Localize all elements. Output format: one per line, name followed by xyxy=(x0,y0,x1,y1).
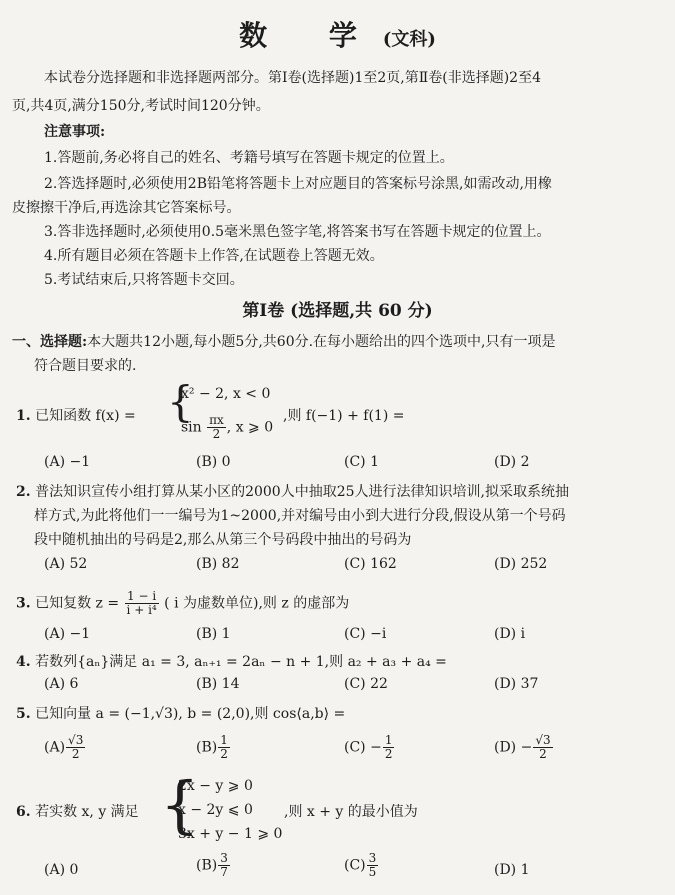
q5-option-a xyxy=(44,734,86,761)
q1-number: 1. xyxy=(16,408,31,424)
q1-frac-den: 2 xyxy=(212,427,221,441)
q6-option-a: (A) 0 xyxy=(44,862,79,878)
q5-b-den: 2 xyxy=(220,747,228,761)
q5-c-num: 1 xyxy=(384,733,393,747)
q2-line-2: 样方式,为此将他们一一编号为1~2000,并对编号由小到大进行分段,假设从第一个号码 xyxy=(34,508,566,524)
q1-stem xyxy=(16,406,136,426)
q5-stem xyxy=(16,704,345,724)
q5-b-num: 1 xyxy=(220,733,228,747)
q4-option-c: (C) 22 xyxy=(344,676,388,692)
q6-constraint-2: x − 2y ⩽ 0 xyxy=(178,802,253,818)
q2-number: 2. xyxy=(16,484,31,500)
q1-case2-cond: , x ⩾ 0 xyxy=(226,419,274,436)
title-main: 数 学 xyxy=(239,19,383,52)
q1-case-2 xyxy=(181,414,273,441)
q2-option-c: (C) 162 xyxy=(344,556,397,572)
q3-stem xyxy=(16,590,349,617)
part1-text: 本大题共12小题,每小题5分,共60分.在每小题给出的四个选项中,只有一项是 xyxy=(87,334,556,350)
q1-option-a: (A) −1 xyxy=(44,454,91,470)
q3-option-b: (B) 1 xyxy=(196,626,231,642)
q5-a-den: 2 xyxy=(71,747,80,761)
q4-number: 4. xyxy=(16,654,31,670)
q3-pre: 已知复数 z = xyxy=(35,595,120,612)
intro-line-2: 页,共4页,满分150分,考试时间120分钟。 xyxy=(12,98,270,114)
intro-line-1: 本试卷分选择题和非选择题两部分。第Ⅰ卷(选择题)1至2页,第Ⅱ卷(非选择题)2至4 xyxy=(44,70,541,86)
q5-d-num: √3 xyxy=(535,733,551,747)
note-item-5: 5.考试结束后,只将答题卡交回。 xyxy=(44,272,244,288)
q5-b-frac xyxy=(218,734,230,761)
note-item-3: 3.答非选择题时,必须使用0.5毫米黑色签字笔,将答案书写在答题卡规定的位置上。 xyxy=(44,224,551,240)
q5-a-num: √3 xyxy=(68,733,84,747)
part1-label: 一、选择题: xyxy=(12,334,88,350)
q5-c-frac xyxy=(383,734,395,761)
q5-d-frac xyxy=(533,734,552,761)
q5-option-b xyxy=(196,734,231,761)
q2-line-1 xyxy=(16,482,569,502)
q6-c-den: 5 xyxy=(368,865,377,879)
q6-constraint-1: 2x − y ⩾ 0 xyxy=(178,778,253,794)
q1-option-b: (B) 0 xyxy=(196,454,231,470)
q5-b-label: (B) xyxy=(196,739,218,756)
q6-option-c xyxy=(344,852,379,879)
q5-option-c xyxy=(344,734,395,761)
q5-d-den: 2 xyxy=(539,747,547,761)
q6-stem xyxy=(16,802,139,822)
q6-b-den: 7 xyxy=(220,865,228,879)
q3-frac-num: 1 − i xyxy=(125,590,159,604)
q3-option-d: (D) i xyxy=(494,626,526,642)
q6-option-b xyxy=(196,852,231,879)
notes-heading: 注意事项: xyxy=(44,124,106,140)
q2-option-b: (B) 82 xyxy=(196,556,240,572)
q5-c-label: (C) − xyxy=(344,739,382,756)
q1-brace: { xyxy=(167,377,194,426)
q1-tail: ,则 f(−1) + f(1) = xyxy=(283,408,405,424)
note-item-4: 4.所有题目必须在答题卡上作答,在试题卷上答题无效。 xyxy=(44,248,384,264)
q3-post: ( i 为虚数单位),则 z 的虚部为 xyxy=(164,595,350,612)
q5-a-frac xyxy=(66,734,85,761)
q2-option-d: (D) 252 xyxy=(494,556,548,572)
q6-b-num: 3 xyxy=(220,851,228,865)
q6-constraint-3: 3x + y − 1 ⩾ 0 xyxy=(178,826,283,842)
q3-frac xyxy=(125,590,159,617)
q6-option-d: (D) 1 xyxy=(494,862,530,878)
q3-frac-den: i + i⁴ xyxy=(126,603,157,617)
q6-c-frac xyxy=(367,852,379,879)
part1-line-2: 符合题目要求的. xyxy=(34,358,137,374)
q1-case2-sin: sin xyxy=(181,419,202,436)
q6-c-label: (C) xyxy=(344,857,366,874)
q1-text: 已知函数 f(x) = xyxy=(35,408,136,424)
q6-number: 6. xyxy=(16,804,31,820)
q1-case2-frac xyxy=(207,414,226,441)
q6-brace: { xyxy=(160,768,200,841)
q2-text-1: 普法知识宣传小组打算从某小区的2000人中抽取25人进行法律知识培训,拟采取系统抽 xyxy=(35,484,569,500)
q4-text: 若数列{aₙ}满足 a₁ = 3, aₙ₊₁ = 2aₙ − n + 1,则 a₂ + a₃ + a₄ = xyxy=(35,654,447,670)
q4-option-d: (D) 37 xyxy=(494,676,539,692)
q2-option-a: (A) 52 xyxy=(44,556,88,572)
q4-option-a: (A) 6 xyxy=(44,676,79,692)
q6-b-frac xyxy=(218,852,230,879)
q6-pre: 若实数 x, y 满足 xyxy=(35,804,139,820)
q1-option-c: (C) 1 xyxy=(344,454,379,470)
q4-stem xyxy=(16,652,447,672)
q1-option-d: (D) 2 xyxy=(494,454,530,470)
part1-line-1 xyxy=(12,332,556,352)
q5-option-d xyxy=(494,734,554,761)
exam-title xyxy=(0,14,675,54)
q6-b-label: (B) xyxy=(196,857,218,874)
q1-frac-num: πx xyxy=(209,413,224,427)
q5-a-label: (A) xyxy=(44,739,66,756)
q6-post: ,则 x + y 的最小值为 xyxy=(284,804,418,820)
q3-option-c: (C) −i xyxy=(344,626,387,642)
section-title: 第Ⅰ卷 (选择题,共 60 分) xyxy=(242,301,433,321)
note-item-2-cont: 皮擦擦干净后,再选涂其它答案标号。 xyxy=(12,200,241,216)
q5-number: 5. xyxy=(16,706,31,722)
q3-option-a: (A) −1 xyxy=(44,626,91,642)
note-item-1: 1.答题前,务必将自己的姓名、考籍号填写在答题卡规定的位置上。 xyxy=(44,150,454,166)
q3-number: 3. xyxy=(16,595,31,612)
q2-line-3: 段中随机抽出的号码是2,那么从第三个号码段中抽出的号码为 xyxy=(34,532,412,548)
title-sub: (文科) xyxy=(382,29,436,50)
note-item-2: 2.答选择题时,必须使用2B铅笔将答题卡上对应题目的答案标号涂黑,如需改动,用橡 xyxy=(44,176,552,192)
q5-d-label: (D) − xyxy=(494,739,533,756)
q1-case-1: x² − 2, x < 0 xyxy=(181,386,271,402)
q5-text: 已知向量 a = (−1,√3), b = (2,0),则 cos⟨a,b⟩ = xyxy=(35,706,346,722)
q5-c-den: 2 xyxy=(384,747,393,761)
q4-option-b: (B) 14 xyxy=(196,676,240,692)
q6-c-num: 3 xyxy=(368,851,377,865)
